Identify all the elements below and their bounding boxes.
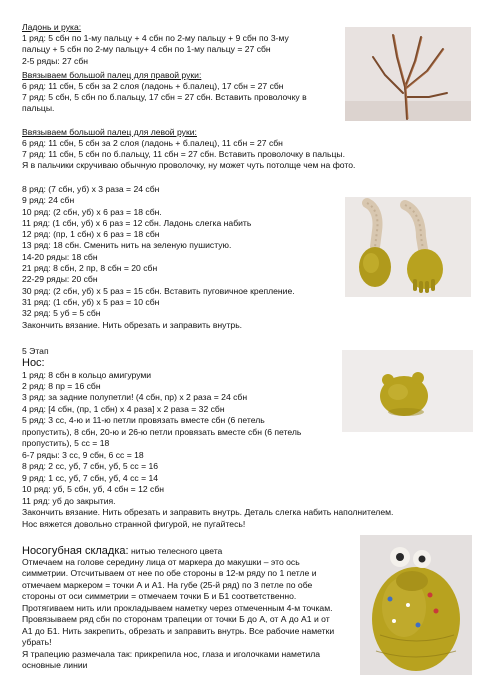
text-line: симметрии. Отсчитываем от нее по обе стороны в 12-м ряду по 1 петле и	[22, 568, 317, 578]
text-line: Отмечаем на голове середину лица от маркера до макушки – это ось	[22, 557, 300, 567]
text-line: 1 ряд: 5 сбн по 1-му пальцу + 4 сбн по 2-му пальцу + 9 сбн по 3-му	[22, 33, 289, 43]
section-title-palm-and-arm: Ладонь и рука:	[22, 22, 82, 32]
text-line: 4 ряд: [4 сбн, (пр, 1 сбн) х 4 раза] х 2 раза = 32 сбн	[22, 404, 225, 414]
text-line: 7 ряд: 5 сбн, 5 сбн по б.пальцу, 17 сбн = 27 сбн. Вставить проволочку в	[22, 92, 307, 102]
text-line: убрать!	[22, 637, 52, 647]
text-line: 1 ряд: 8 сбн в кольцо амигуруми	[22, 370, 152, 380]
knitted-arms-image	[345, 197, 471, 297]
text-line: основные линии	[22, 660, 88, 670]
photo-wire-fingers	[345, 27, 471, 121]
text-line: 6-7 ряды: 3 сс, 9 сбн, 6 сс = 18	[22, 450, 144, 460]
photo-knitted-arms	[345, 197, 471, 297]
text-line: пальцы.	[22, 103, 55, 113]
wire-fingers-image	[345, 27, 471, 121]
text-line: Провязываем ряд сбн по сторонам трапеции от точки Б до А, от А до А1 и от	[22, 614, 330, 624]
text-line: Я трапецию размечала так: прикрепила нос, глаза и иголочками наметила	[22, 649, 320, 659]
text-line: 2-5 ряды: 27 сбн	[22, 56, 89, 66]
text-line: 21 ряд: 8 сбн, 2 пр, 8 сбн = 20 сбн	[22, 263, 158, 273]
nasolabial-title-note: нитью телесного цвета	[128, 546, 223, 556]
text-line: стороны от оси симметрии = отмечаем точки Б и Б1 соответственно.	[22, 591, 297, 601]
text-line: 9 ряд: 24 сбн	[22, 195, 75, 205]
text-line: Нос вяжется довольно странной фигурой, не пугайтесь!	[22, 519, 246, 529]
text-line: А1 до Б1. Нить закрепить, обрезать и заправить внутрь. Все рабочие наметки	[22, 626, 335, 636]
subtitle-left-thumb: Ввязываем большой палец для левой руки:	[22, 127, 197, 137]
text-line: 9 ряд: 1 сс, уб, 7 сбн, уб, 4 сс = 14	[22, 473, 159, 483]
toy-head-image	[360, 535, 472, 675]
text-line: 30 ряд: (2 сбн, уб) х 5 раз = 15 сбн. Вставить пуговичное крепление.	[22, 286, 295, 296]
text-line: 6 ряд: 11 сбн, 5 сбн за 2 слоя (ладонь + б.палец), 17 сбн = 27 сбн	[22, 81, 284, 91]
text-line: 5 ряд: 3 сс, 4-ю и 11-ю петли провязать вместе сбн (6 петель	[22, 415, 265, 425]
text-line: Протягиваем нить или прокладываем наметку через отмеченным 4-м точкам.	[22, 603, 333, 613]
text-line: пальцу + 5 сбн по 2-му пальцу+ 4 сбн по 1-му пальцу = 27 сбн	[22, 44, 271, 54]
photo-toy-head	[360, 535, 472, 675]
text-line: 14-20 ряды: 18 сбн	[22, 252, 98, 262]
text-line: 10 ряд: (2 сбн, уб) х 6 раз = 18 сбн.	[22, 207, 162, 217]
text-line: 32 ряд: 5 уб = 5 сбн	[22, 308, 101, 318]
text-line: Закончить вязание. Нить обрезать и заправить внутрь.	[22, 320, 243, 330]
text-line: Закончить вязание. Нить обрезать и заправить внутрь. Деталь слегка набить наполнителем.	[22, 507, 394, 517]
text-line: Я в пальчики скручиваю обычную проволочку, ну может чуть потолще чем на фото.	[22, 160, 356, 170]
text-line: 13 ряд: 18 сбн. Сменить нить на зеленую пушистую.	[22, 240, 232, 250]
text-line: 22-29 ряды: 20 сбн	[22, 274, 98, 284]
text-line: 3 ряд: за задние полупетли! (4 сбн, пр) х 2 раза = 24 сбн	[22, 392, 248, 402]
section-title-nose: Нос:	[22, 357, 45, 369]
text-line: пропустить), 8 сбн, 20-ю и 26-ю петли провязать вместе сбн (6 петель	[22, 427, 302, 437]
text-line: отмечаем маркером = точки А и А1. На губе (25-й ряд) по 3 петле по обе	[22, 580, 313, 590]
stage-label: 5 Этап	[22, 346, 49, 356]
text-line: 12 ряд: (пр, 1 сбн) х 6 раз = 18 сбн	[22, 229, 160, 239]
nasolabial-title: Носогубная складка:	[22, 545, 129, 557]
text-line: 8 ряд: (7 сбн, уб) х 3 раза = 24 сбн	[22, 184, 160, 194]
text-line: 7 ряд: 11 сбн, 5 сбн по б.пальцу, 11 сбн = 27 сбн. Вставить проволочку в пальцы.	[22, 149, 345, 159]
text-line: 11 ряд: уб до закрытия.	[22, 496, 116, 506]
text-line: пропустить), 5 сс = 18	[22, 438, 110, 448]
photo-knitted-nose	[342, 350, 473, 432]
text-line: 10 ряд: уб, 5 сбн, уб, 4 сбн = 12 сбн	[22, 484, 164, 494]
subtitle-right-thumb: Ввязываем большой палец для правой руки:	[22, 70, 202, 80]
knitted-nose-image	[342, 350, 473, 432]
text-line: 2 ряд: 8 пр = 16 сбн	[22, 381, 101, 391]
text-line: 8 ряд: 2 сс, уб, 7 сбн, уб, 5 сс = 16	[22, 461, 159, 471]
text-line: 6 ряд: 11 сбн, 5 сбн за 2 слоя (ладонь + б.палец), 11 сбн = 27 сбн	[22, 138, 283, 148]
text-line: 11 ряд: (1 сбн, уб) х 6 раз = 12 сбн. Ладонь слегка набить	[22, 218, 252, 228]
text-line: 31 ряд: (1 сбн, уб) х 5 раз = 10 сбн	[22, 297, 160, 307]
